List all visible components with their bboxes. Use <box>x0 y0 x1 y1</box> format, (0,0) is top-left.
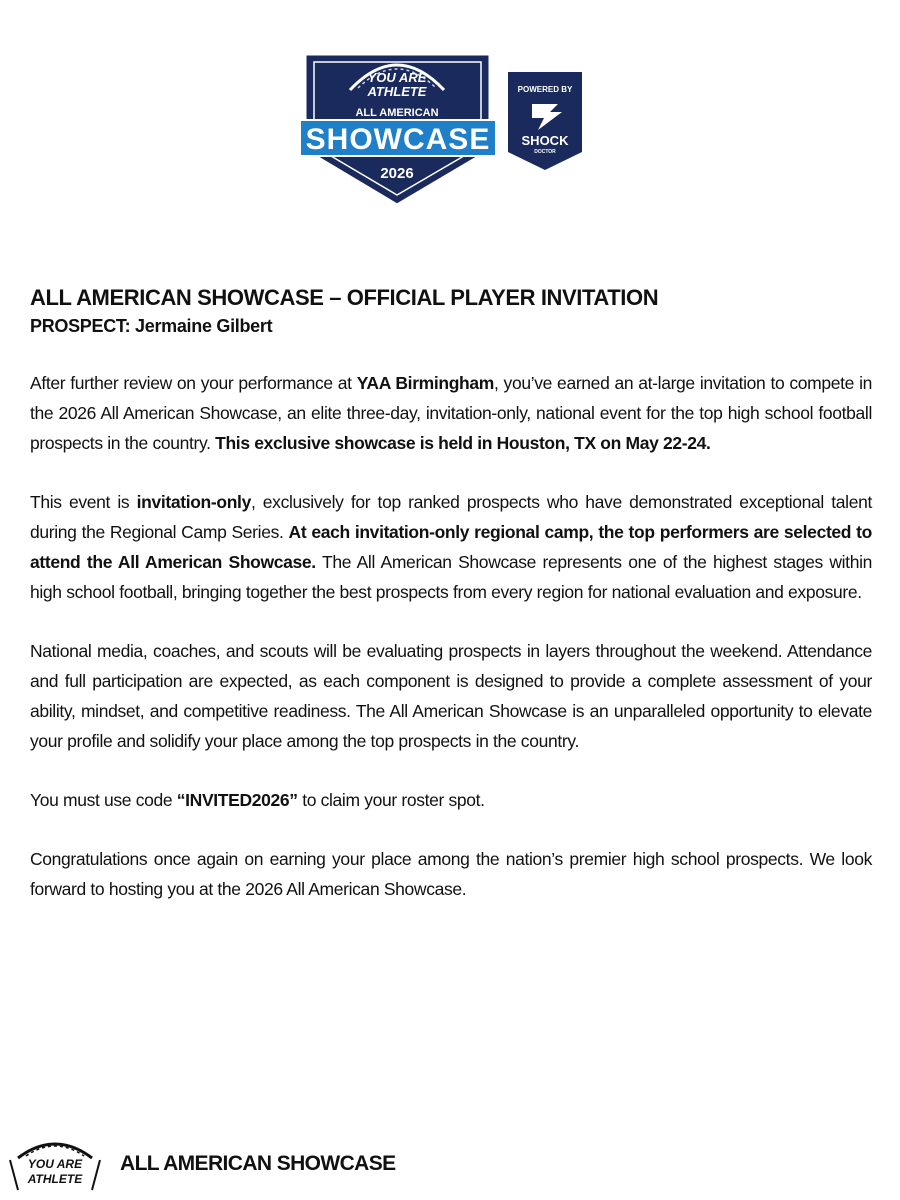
sponsor-powered-by: POWERED BY <box>517 85 573 94</box>
letter-body <box>30 284 872 933</box>
prospect-name: PROSPECT: Jermaine Gilbert <box>30 316 273 336</box>
letter-title: ALL AMERICAN SHOWCASE – OFFICIAL PLAYER INVITATION <box>30 285 659 310</box>
sponsor-brand: SHOCK <box>521 133 569 148</box>
footer-logo-bottom: ATHLETE <box>27 1172 83 1186</box>
p4-text-a: You must use code <box>30 790 177 810</box>
paragraph-3: National media, coaches, and scouts will be evaluating prospects in layers throughout the weekend. Attendance and full participation are expected, as each component is designed to provide a complete assessment of your ability, mindset, and competitive readiness. The All American Showcase is an unparalleled opportunity to elevate your profile and solidify your place among the top prospects in the country. <box>30 641 872 751</box>
p2-text-c: , exclusively for top ranked prospects who have demonstrated exceptional talent during the Regional Camp Series. <box>30 492 872 542</box>
p2-selection-note: At each invitation-only regional camp, the top performers are selected to attend the All American Showcase. <box>30 522 872 572</box>
p2-invitation-only: invitation-only <box>136 492 251 512</box>
p1-text-a: After further review on your performance at <box>30 373 357 393</box>
header-logos <box>300 40 600 210</box>
logo-top-text2: ATHLETE <box>367 84 427 99</box>
invite-code: “INVITED2026” <box>176 790 298 810</box>
logo-subtitle: ALL AMERICAN <box>355 107 439 119</box>
p1-location-date: This exclusive showcase is held in Houston, TX on May 22-24. <box>215 433 711 453</box>
logo-top-text: YOU ARE <box>367 70 427 85</box>
p1-camp-name: YAA Birmingham <box>356 373 494 393</box>
footer-logo <box>0 1132 110 1192</box>
paragraph-5: Congratulations once again on earning your place among the nation’s premier high school prospects. We look forward to hosting you at the 2026 All American Showcase. <box>30 849 872 899</box>
showcase-logo <box>300 40 600 210</box>
paragraph-1 <box>30 368 872 458</box>
paragraph-2 <box>30 487 872 607</box>
sponsor-brand-sub: DOCTOR <box>534 149 556 155</box>
logo-main-text: SHOWCASE <box>305 123 491 156</box>
logo-year: 2026 <box>380 165 414 182</box>
footer <box>0 1132 900 1192</box>
p1-text-c: , you’ve earned an at-large invitation to compete in the 2026 All American Showcase, an elite three-day, invitation-only, national event for the top high school football prospects in the country. <box>30 373 872 453</box>
p2-text-a: This event is <box>30 492 137 512</box>
footer-label: ALL AMERICAN SHOWCASE <box>120 1152 396 1175</box>
p4-text-c: to claim your roster spot. <box>297 790 485 810</box>
p2-text-e: The All American Showcase represents one of the highest stages within high school football, bringing together the best prospects from every region for national evaluation and exposure. <box>30 552 872 602</box>
footer-logo-top: YOU ARE <box>27 1157 83 1171</box>
paragraph-4 <box>30 785 872 815</box>
